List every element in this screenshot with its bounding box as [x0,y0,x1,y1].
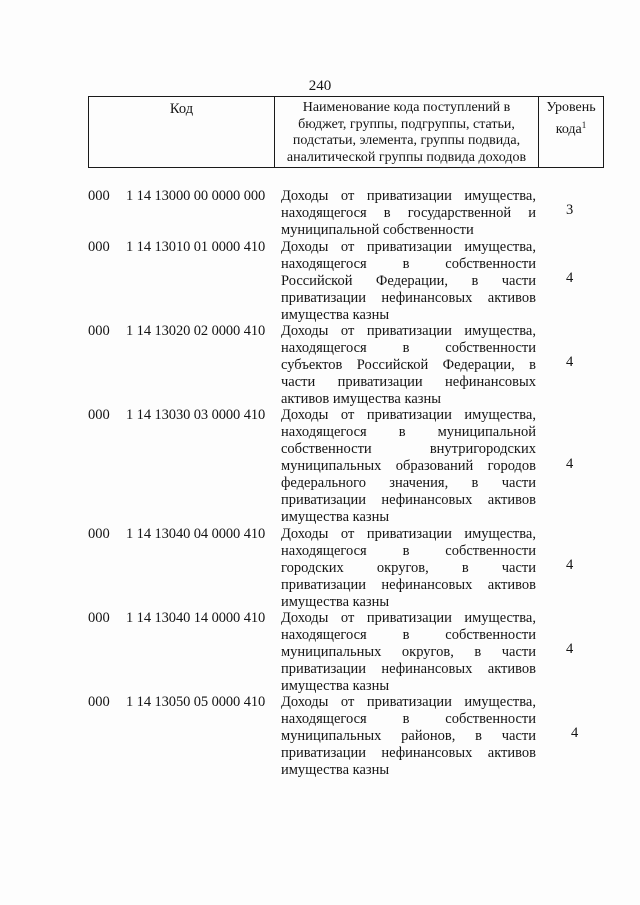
revenue-name-line: Доходы от приватизации имущества, [281,188,536,204]
revenue-name-line: находящегося в государственной и [281,205,536,221]
revenue-name-line: федерального значения, в части [281,475,536,491]
header-name-line: бюджет, группы, подгруппы, статьи, [298,116,515,132]
revenue-name-line: приватизации нефинансовых активов [281,290,536,306]
revenue-name [281,526,536,611]
revenue-name-line: городских округов, в части [281,560,536,576]
revenue-name-line: находящегося в собственности [281,711,536,727]
code-level: 3 [566,202,574,218]
header-level-text: кода [555,121,582,137]
revenue-name-line: находящегося в собственности [281,256,536,272]
revenue-name-line: имущества казны [281,307,390,323]
code-level: 4 [566,456,574,472]
revenue-name-line: имущества казны [281,762,390,778]
revenue-name-line: Доходы от приватизации имущества, [281,239,536,255]
header-level-footnote: 1 [581,119,587,130]
revenue-code: 1 14 13010 01 0000 410 [126,239,266,255]
revenue-name-line: собственности внутригородских [281,441,536,457]
table-header [88,96,604,168]
revenue-name-line: имущества казны [281,509,390,525]
revenue-name-line: имущества казны [281,594,390,610]
revenue-code: 1 14 13040 04 0000 410 [126,526,266,542]
revenue-name [281,610,536,695]
revenue-name-line: приватизации нефинансовых активов [281,577,536,593]
revenue-code: 1 14 13020 02 0000 410 [126,323,266,339]
revenue-name-line: находящегося в собственности [281,627,536,643]
admin-code: 000 [88,188,110,204]
code-level: 4 [566,641,574,657]
admin-code: 000 [88,694,110,710]
revenue-name [281,407,536,526]
revenue-code: 1 14 13030 03 0000 410 [126,407,266,423]
admin-code: 000 [88,526,110,542]
header-level-line1: Уровень [546,100,596,115]
header-name-line: подстатьи, элемента, группы подвида, [292,133,521,148]
code-level: 4 [571,725,579,741]
revenue-name [281,323,536,408]
revenue-name-line: субъектов Российской Федерации, в [281,357,536,373]
header-level-line2 [539,117,603,139]
revenue-name-line: находящегося в собственности [281,340,536,356]
revenue-name [281,694,536,779]
revenue-name-line: находящегося в муниципальной [281,424,536,440]
revenue-name-line: Доходы от приватизации имущества, [281,407,536,423]
revenue-name-line: находящегося в собственности [281,543,536,559]
revenue-name-line: приватизации нефинансовых активов [281,745,536,761]
revenue-name-line: муниципальной собственности [281,222,474,238]
revenue-name-line: Доходы от приватизации имущества, [281,323,536,339]
code-level: 4 [566,270,574,286]
header-name-line: Наименование кода поступлений в [302,100,511,115]
revenue-name [281,239,536,324]
revenue-name-line: Доходы от приватизации имущества, [281,694,536,710]
revenue-name-line: муниципальных округов, в части [281,644,536,660]
admin-code: 000 [88,239,110,255]
revenue-name-line: Доходы от приватизации имущества, [281,610,536,626]
admin-code: 000 [88,610,110,626]
revenue-name-line: части приватизации нефинансовых [281,374,536,390]
revenue-name [281,188,536,239]
revenue-name-line: муниципальных районов, в части [281,728,536,744]
header-name-line: аналитической группы подвида доходов [286,149,527,165]
revenue-name-line: муниципальных образований городов [281,458,536,474]
revenue-name-line: Российской Федерации, в части [281,273,536,289]
code-level: 4 [566,557,574,573]
revenue-code: 1 14 13000 00 0000 000 [126,188,266,204]
revenue-name-line: активов имущества казны [281,391,441,407]
code-level: 4 [566,354,574,370]
header-name [275,97,539,167]
revenue-name-line: имущества казны [281,678,390,694]
admin-code: 000 [88,323,110,339]
revenue-name-line: приватизации нефинансовых активов [281,661,536,677]
header-level [539,97,603,167]
admin-code: 000 [88,407,110,423]
header-code: Код [89,97,275,167]
revenue-code: 1 14 13040 14 0000 410 [126,610,266,626]
revenue-code: 1 14 13050 05 0000 410 [126,694,266,710]
revenue-name-line: Доходы от приватизации имущества, [281,526,536,542]
page-number: 240 [308,78,332,94]
revenue-name-line: приватизации нефинансовых активов [281,492,536,508]
